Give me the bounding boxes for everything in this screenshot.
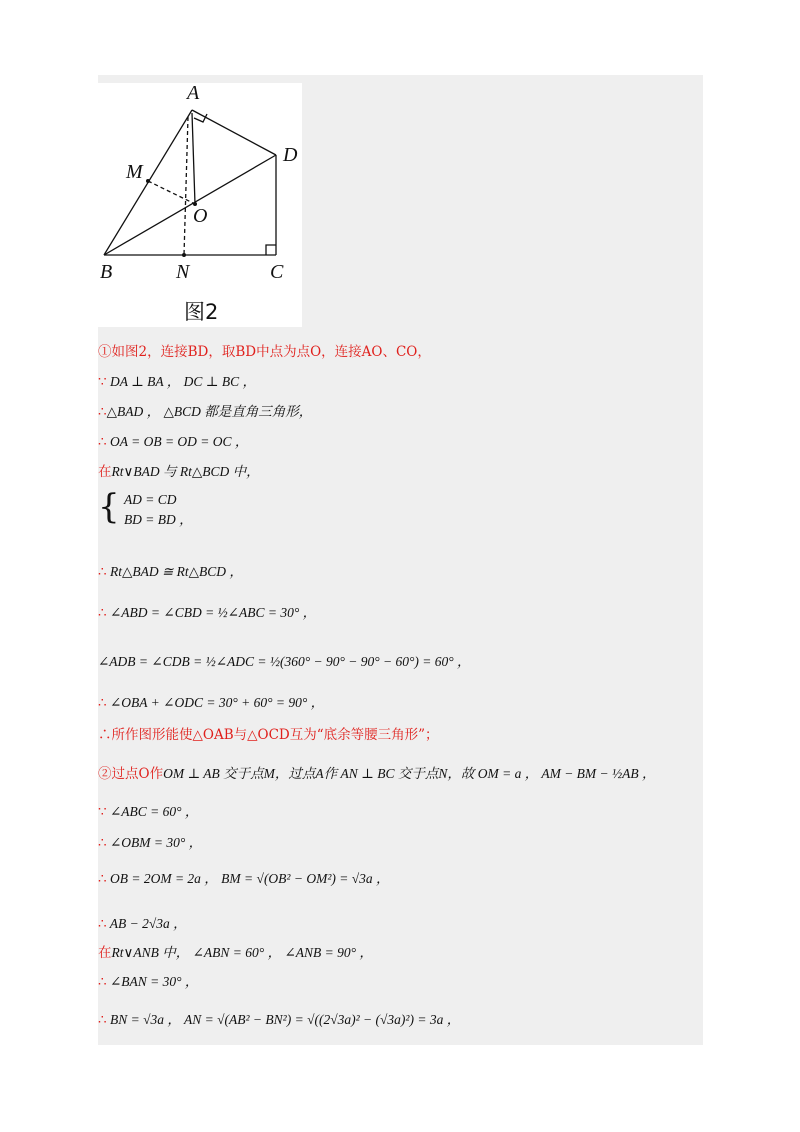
- step-4: ∴ OA = OB = OD = OC ，: [98, 434, 249, 450]
- step-1: ①如图2，连接BD，取BD中点为点O，连接AO、CO，: [98, 344, 431, 360]
- segment-om: [148, 181, 195, 204]
- step-14: ∵ ∠ABC = 60° ，: [98, 804, 199, 820]
- geometry-figure: [98, 83, 302, 327]
- step-18: 在Rt∨ANB 中， ∠ABN = 60° ， ∠ANB = 90° ，: [98, 945, 373, 961]
- step-15: ∴ ∠OBM = 30° ，: [98, 835, 203, 851]
- step-10: ∠ADB = ∠CDB = ½∠ADC = ½(360° − 90° − 90° − 60°) = 60° ，: [98, 654, 471, 669]
- label-b: B: [100, 261, 113, 283]
- geometry-diagram: [98, 83, 302, 327]
- label-d: D: [283, 144, 298, 166]
- step-8: ∴ Rt△BAD ≅ Rt△BCD ，: [98, 564, 243, 580]
- label-c: C: [270, 261, 284, 283]
- step-2: ∵ DA ⊥ BA ， DC ⊥ BC ，: [98, 374, 256, 390]
- step-13: ②过点O作OM ⊥ AB 交于点M，过点A作 AN ⊥ BC 交于点N，故 OM = a ， AM − BM − ½AB ，: [98, 766, 656, 782]
- system-row-2: BD = BD ，: [123, 512, 193, 527]
- step-20: ∴ BN = √3a ， AN = √(AB² − BN²) = √((2√3a)² − (√3a)²) = 3a ，: [98, 1012, 461, 1028]
- label-a: A: [187, 83, 200, 104]
- system-row-1: AD = CD: [123, 492, 177, 507]
- step-16: ∴ OB = 2OM = 2a ， BM = √(OB² − OM²) = √3a ，: [98, 871, 390, 887]
- point-m: [146, 179, 150, 183]
- segment-an: [184, 117, 188, 255]
- label-m: M: [126, 161, 143, 183]
- step-11: ∴ ∠OBA + ∠ODC = 30° + 60° = 90° ，: [98, 695, 325, 711]
- step-12: ∴所作图形能使△OAB与△OCD互为“底余等腰三角形”；: [98, 727, 439, 743]
- step-3: ∴△BAD ， △BCD 都是直角三角形，: [98, 404, 313, 420]
- step-5: 在Rt∨BAD 与 Rt△BCD 中，: [98, 464, 260, 480]
- point-n: [182, 253, 186, 257]
- brace-symbol: {: [98, 487, 120, 527]
- label-n: N: [176, 261, 190, 283]
- step-17: ∴ AB − 2√3a ，: [98, 916, 187, 932]
- step-9: ∴ ∠ABD = ∠CBD = ½∠ABC = 30° ，: [98, 605, 317, 621]
- brace-system: [98, 487, 193, 530]
- step-19: ∴ ∠BAN = 30° ，: [98, 974, 199, 990]
- figure-caption: 图2: [184, 300, 219, 324]
- segment-ao: [192, 113, 195, 204]
- segment-ad: [192, 110, 276, 155]
- right-angle-c: [266, 245, 276, 255]
- label-o: O: [193, 205, 208, 227]
